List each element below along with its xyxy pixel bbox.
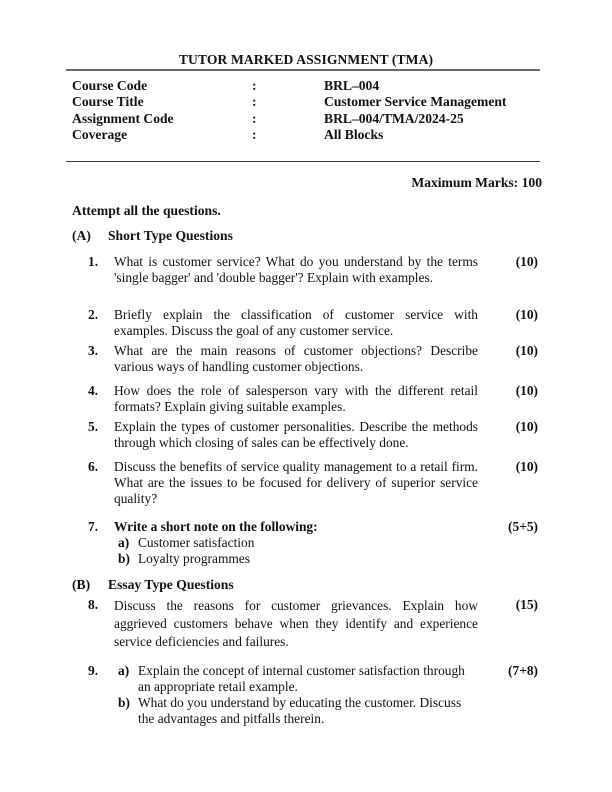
question-number: 5. (88, 419, 99, 434)
meta-row-course-title (72, 94, 542, 110)
section-heading-b (72, 577, 234, 593)
question-text: Discuss the reasons for customer grievances. Explain how aggrieved customers behave when they identify and experience service deficiencies and failures. (114, 598, 478, 649)
question-text: Briefly explain the classification of customer service with examples. Discuss the goal of any customer service. (114, 307, 478, 338)
instructions: Attempt all the questions. (72, 203, 221, 218)
course-meta (72, 78, 542, 143)
meta-row-coverage (72, 127, 542, 143)
section-letter: (B) (72, 577, 91, 592)
meta-colon: : (252, 94, 257, 110)
question-number: 4. (88, 383, 99, 398)
section-heading-a (72, 228, 233, 244)
question-number: 2. (88, 307, 99, 322)
section-title: Short Type Questions (108, 228, 233, 243)
question-marks: (10) (515, 307, 538, 322)
meta-value: All Blocks (324, 126, 384, 142)
sub-question-a (114, 535, 478, 551)
question-number: 9. (88, 663, 99, 678)
question-marks: (10) (515, 419, 538, 434)
meta-label: Coverage (72, 126, 128, 142)
meta-label: Course Title (72, 94, 144, 110)
document-title: TUTOR MARKED ASSIGNMENT (TMA) (178, 52, 434, 67)
sub-question-a (114, 663, 478, 695)
sub-text: What do you understand by educating the customer. Discuss the advantages and pitfalls therein. (138, 695, 462, 726)
sub-label: a) (118, 663, 130, 678)
sub-question-b (114, 695, 478, 727)
question-marks: (5+5) (508, 519, 538, 534)
question-number: 3. (88, 343, 99, 358)
question-body (114, 519, 478, 567)
meta-colon: : (252, 126, 257, 142)
meta-value: BRL–004/TMA/2024-25 (324, 110, 464, 126)
question-number: 8. (88, 597, 99, 612)
section-letter: (A) (72, 228, 91, 243)
question-body (114, 663, 478, 727)
question-2 (88, 307, 550, 339)
question-text: What are the main reasons of customer objections? Describe various ways of handling customer objections. (114, 343, 478, 374)
sub-label: b) (118, 551, 130, 566)
question-5 (88, 419, 550, 451)
question-marks: (10) (515, 254, 538, 269)
section-title: Essay Type Questions (108, 577, 234, 592)
question-marks: (10) (515, 459, 538, 474)
question-7 (88, 519, 550, 567)
question-number: 6. (88, 459, 99, 474)
sub-label: b) (118, 695, 130, 710)
question-3 (88, 343, 550, 375)
question-6 (88, 459, 550, 507)
sub-label: a) (118, 535, 130, 550)
question-8 (88, 597, 550, 651)
question-number: 7. (88, 519, 99, 534)
sub-text: Explain the concept of internal customer satisfaction through an appropriate retail example. (138, 663, 465, 694)
meta-row-course-code (72, 78, 542, 94)
meta-colon: : (252, 110, 257, 126)
question-text: Explain the types of customer personalities. Describe the methods through which closing of sales can be effectively done. (114, 419, 478, 450)
question-marks: (10) (515, 343, 538, 358)
meta-label: Assignment Code (72, 110, 174, 126)
question-number: 1. (88, 254, 99, 269)
bottom-rule (66, 161, 540, 162)
question-text: How does the role of salesperson vary with the different retail formats? Explain giving suitable examples. (114, 383, 478, 414)
meta-value: Customer Service Management (324, 94, 507, 110)
meta-value: BRL–004 (324, 78, 380, 93)
question-marks: (10) (515, 383, 538, 398)
meta-label: Course Code (72, 78, 148, 93)
sub-text: Loyalty programmes (138, 551, 250, 566)
question-marks: (15) (515, 597, 538, 612)
meta-colon: : (252, 78, 257, 93)
top-rule (66, 69, 540, 71)
sub-question-b (114, 551, 478, 567)
question-4 (88, 383, 550, 415)
question-marks: (7+8) (508, 663, 538, 678)
question-text: What is customer service? What do you understand by the terms 'single bagger' and 'double bagger'? Explain with examples. (114, 254, 478, 285)
question-1 (88, 254, 550, 286)
question-text: Write a short note on the following: (114, 519, 318, 534)
question-text: Discuss the benefits of service quality management to a retail firm. What are the issues to be focused for delivery of superior service quality? (114, 459, 478, 506)
meta-row-assignment-code (72, 111, 542, 127)
question-9 (88, 663, 550, 727)
maximum-marks: Maximum Marks: 100 (411, 175, 542, 190)
sub-text: Customer satisfaction (138, 535, 255, 550)
